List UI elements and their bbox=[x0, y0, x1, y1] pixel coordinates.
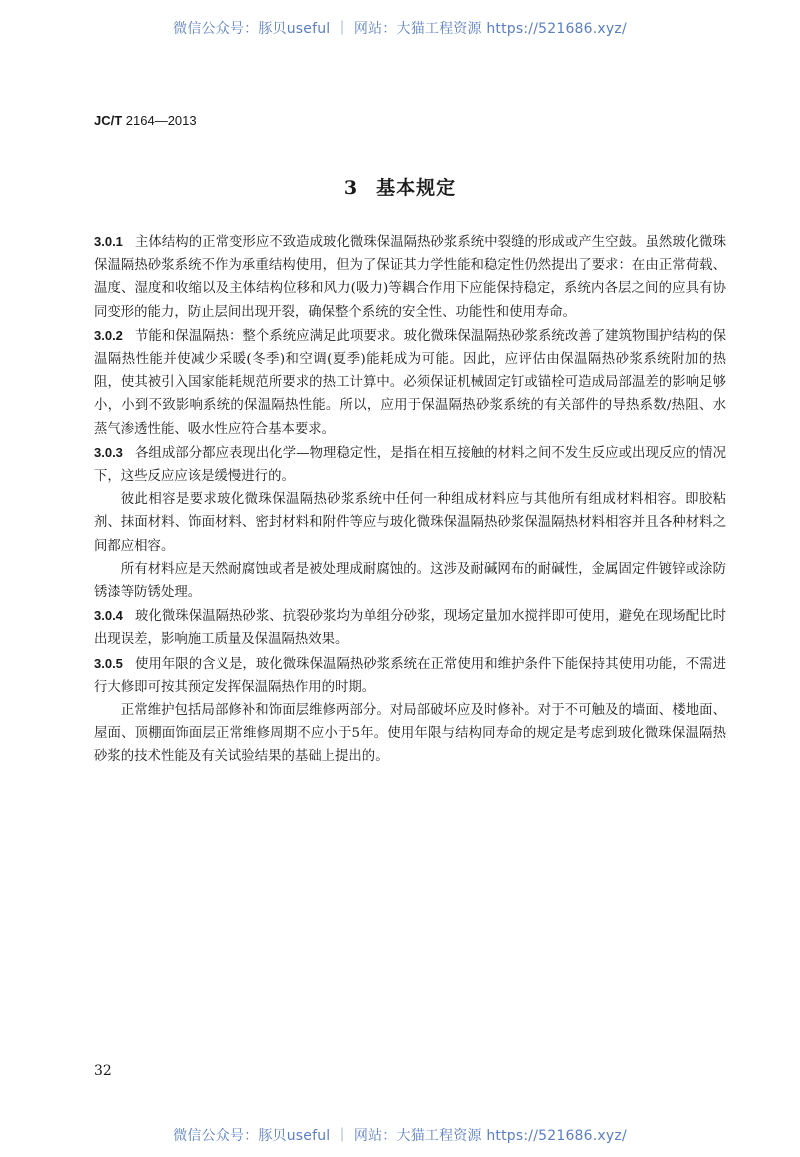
clause-number: 3.0.2 bbox=[94, 327, 123, 343]
document-code-prefix: JC/T bbox=[94, 113, 123, 128]
clause-number: 3.0.1 bbox=[94, 234, 123, 249]
clause-text: 玻化微珠保温隔热砂浆、抗裂砂浆均为单组分砂浆，现场定量加水搅拌即可使用，避免在现场配比时出现误差，影响施工质量及保温隔热效果。 bbox=[94, 609, 726, 648]
clause-text: 主体结构的正常变形应不致造成玻化微珠保温隔热砂浆系统中裂缝的形成或产生空鼓。虽然玻化微珠保温隔热砂浆系统不作为承重结构使用，但为了保证其力学性能和稳定性仍然提出了要求：在由正常荷载、温度、湿度和收缩以及主体结构位移和风力(吸力)等耦合作用下应能保持稳定，系统内各层之间的应具有协同变形的能力，防止层间出现开裂，确保整个系统的安全性、功能性和使用寿命。 bbox=[94, 235, 726, 320]
section-number: 3 bbox=[343, 177, 359, 199]
document-code bbox=[94, 113, 197, 128]
paragraph: 正常维护包括局部修补和饰面层维修两部分。对局部破坏应及时修补。对于不可触及的墙面、楼地面、屋面、顶棚面饰面层正常维修周期不应小于5年。使用年限与结构同寿命的规定是考虑到玻化微珠保温隔热砂浆的技术性能及有关试验结果的基础上提出的。 bbox=[94, 703, 726, 765]
clause-3-0-1 bbox=[94, 230, 726, 324]
paragraph: 彼此相容是要求玻化微珠保温隔热砂浆系统中任何一种组成材料应与其他所有组成材料相容。即胶粘剂、抹面材料、饰面材料、密封材料和附件等应与玻化微珠保温隔热砂浆保温隔热材料相容并且各种材料之间都应相容。 bbox=[94, 492, 726, 554]
watermark-top: 微信公众号：豚贝useful ｜ 网站：大猫工程资源 https://521686.xyz/ bbox=[173, 21, 627, 37]
clause-text: 节能和保温隔热：整个系统应满足此项要求。玻化微珠保温隔热砂浆系统改善了建筑物围护结构的保温隔热性能并使减少采暖(冬季)和空调(夏季)能耗成为可能。因此，应评估由保温隔热砂浆系统附加的热阻，使其被引入国家能耗规范所要求的热工计算中。必须保证机械固定钉或锚栓可造成局部温差的影响足够小，小到不致影响系统的保温隔热性能。所以，应用于保温隔热砂浆系统的有关部件的导热系数/热阻、水蒸气渗透性能、吸水性应符合基本要求。 bbox=[94, 328, 726, 437]
document-code-number: 2164—2013 bbox=[122, 113, 197, 128]
clause-text: 各组成部分都应表现出化学—物理稳定性，是指在相互接触的材料之间不发生反应或出现反应的情况下，这些反应应该是缓慢进行的。 bbox=[94, 445, 726, 485]
section-heading bbox=[0, 173, 800, 200]
watermark-bottom: 微信公众号：豚贝useful ｜ 网站：大猫工程资源 https://521686.xyz/ bbox=[173, 1128, 627, 1144]
clause-number: 3.0.3 bbox=[94, 444, 123, 460]
clause-3-0-5 bbox=[94, 652, 726, 699]
clause-3-0-4 bbox=[94, 604, 726, 651]
clause-number: 3.0.4 bbox=[94, 608, 123, 624]
clause-3-0-2 bbox=[94, 324, 726, 441]
document-body bbox=[94, 230, 726, 769]
paragraph: 所有材料应是天然耐腐蚀或者是被处理成耐腐蚀的。这涉及耐碱网布的耐碱性，金属固定件镀锌或涂防锈漆等防锈处理。 bbox=[94, 561, 726, 601]
clause-3-0-3 bbox=[94, 441, 726, 488]
section-title: 基本规定 bbox=[376, 177, 457, 199]
clause-text: 使用年限的含义是，玻化微珠保温隔热砂浆系统在正常使用和维护条件下能保持其使用功能，不需进行大修即可按其预定发挥保温隔热作用的时期。 bbox=[94, 656, 726, 695]
clause-number: 3.0.5 bbox=[94, 655, 123, 671]
page-number: 32 bbox=[94, 1063, 112, 1079]
